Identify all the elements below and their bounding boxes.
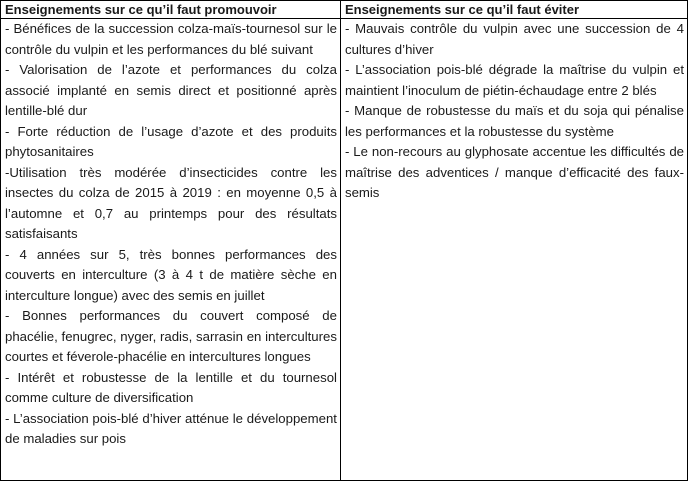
promote-item: - Bénéfices de la succession colza-maïs-tournesol sur le contrôle du vulpin et les performances du blé suivant xyxy=(5,21,337,57)
promote-item: - Intérêt et robustesse de la lentille et du tournesol comme culture de diversification xyxy=(5,369,337,405)
promote-item: - Forte réduction de l’usage d’azote et des produits phytosanitaires xyxy=(5,123,337,159)
promote-cell xyxy=(1,19,341,481)
avoid-item: - Le non-recours au glyphosate accentue les difficultés de maîtrise des adventices / manque d’efficacité des faux-semis xyxy=(344,144,684,200)
promote-item: - Valorisation de l’azote et performances du colza associé implanté en semis direct et positionné après lentille-blé dur xyxy=(5,62,337,118)
header-row xyxy=(1,1,688,19)
header-promote: Enseignements sur ce qu’il faut promouvoir xyxy=(1,1,341,19)
promote-item: - L’association pois-blé d’hiver atténue le développement de maladies sur pois xyxy=(5,410,337,446)
promote-item: - Bonnes performances du couvert composé de phacélie, fenugrec, nyger, radis, sarrasin en intercultures courtes et féverole-phacélie en intercultures longues xyxy=(5,308,337,364)
avoid-item: - L’association pois-blé dégrade la maîtrise du vulpin et maintient l’inoculum de piétin-échaudage entre 2 blés xyxy=(344,62,684,98)
avoid-item: - Mauvais contrôle du vulpin avec une succession de 4 cultures d’hiver xyxy=(344,21,684,57)
body-row xyxy=(1,19,688,481)
avoid-cell xyxy=(340,19,687,481)
avoid-item: - Manque de robustesse du maïs et du soja qui pénalise les performances et la robustesse du système xyxy=(344,103,684,139)
header-avoid: Enseignements sur ce qu’il faut éviter xyxy=(340,1,687,19)
promote-item: -Utilisation très modérée d’insecticides contre les insectes du colza de 2015 à 2019 : en moyenne 0,5 à l’automne et 0,7 au printemps pour des résultats satisfaisants xyxy=(5,164,337,241)
promote-item: - 4 années sur 5, très bonnes performances des couverts en interculture (3 à 4 t de matière sèche en interculture longue) avec des semis en juillet xyxy=(5,246,337,303)
